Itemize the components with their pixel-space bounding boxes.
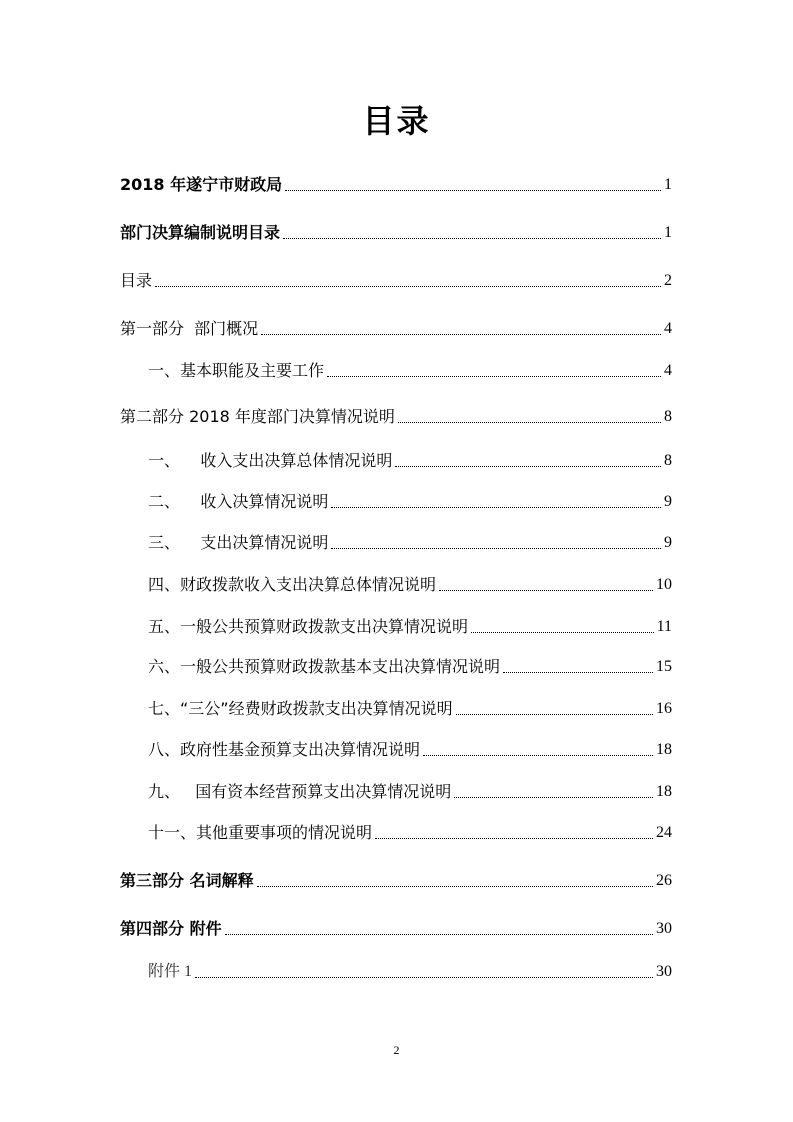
dot-leader [155,286,661,287]
toc-entry[interactable] [120,270,672,292]
dot-leader [375,838,653,839]
dot-leader [257,886,653,887]
toc-entry-label: 第一部分 部门概况 [120,319,259,338]
toc-entry[interactable] [148,739,672,761]
dot-leader [395,466,661,467]
toc-entry[interactable] [148,781,672,803]
toc-entry[interactable] [120,222,672,244]
toc-entry-page: 1 [664,176,672,193]
toc-entry[interactable] [148,822,672,844]
toc-entry-label: 一、基本职能及主要工作 [148,361,325,380]
dot-leader [331,548,661,549]
toc-entry-page: 16 [656,700,672,717]
dot-leader [423,755,653,756]
toc-entry-label: 第三部分 名词解释 [120,871,254,890]
page-number: 2 [393,1043,400,1057]
toc-entry-page: 8 [664,452,672,469]
toc-entry-page: 18 [656,783,672,800]
dot-leader [456,714,653,715]
toc-entry-label: 二、 收入决算情况说明 [148,492,329,511]
toc-entry[interactable] [148,656,672,678]
toc-entry[interactable] [120,918,672,940]
toc-entry-page: 15 [656,658,672,675]
toc-entry[interactable] [148,574,672,596]
dot-leader [398,422,661,423]
toc-entry-label: 附件 1 [148,963,193,980]
toc-entry-label: 第二部分 2018 年度部门决算情况说明 [120,407,395,426]
toc-entry-page: 30 [656,920,672,937]
dot-leader [225,934,653,935]
toc-entry[interactable] [148,450,672,472]
toc-entry-label: 六、一般公共预算财政拨款基本支出决算情况说明 [148,657,501,676]
dot-leader [261,334,661,335]
toc-entry-label: 2018 年遂宁市财政局 [120,175,283,194]
toc-entry-label: 七、“三公”经费财政拨款支出决算情况说明 [148,699,453,718]
toc-entry-page: 24 [656,824,672,841]
toc-entry-page: 30 [656,963,672,980]
dot-leader [195,977,653,978]
toc-entry-label: 八、政府性基金预算支出决算情况说明 [148,740,421,759]
toc-entry-label: 四、财政拨款收入支出决算总体情况说明 [148,575,437,594]
toc-entry-label: 第四部分 附件 [120,919,222,938]
dot-leader [331,507,661,508]
toc-entry-page: 4 [664,362,672,379]
toc-entry[interactable] [148,616,672,638]
toc-entry-page: 9 [664,534,672,551]
toc-entry-page: 4 [664,320,672,337]
toc-entry[interactable] [148,532,672,554]
toc-entry-page: 9 [664,493,672,510]
dot-leader [503,672,653,673]
dot-leader [471,632,654,633]
toc-entry-label: 三、 支出决算情况说明 [148,533,329,552]
toc-entry[interactable] [148,360,672,382]
toc-entry-label: 五、一般公共预算财政拨款支出决算情况说明 [148,617,469,636]
toc-entry-label: 九、 国有资本经营预算支出决算情况说明 [148,782,452,801]
toc-entry[interactable] [148,698,672,720]
dot-leader [283,238,661,239]
dot-leader [439,590,653,591]
toc-entry-page: 26 [656,872,672,889]
toc-entry-label: 一、 收入支出决算总体情况说明 [148,451,393,470]
toc-entry[interactable] [120,318,672,340]
toc-entry-page: 11 [656,618,672,635]
toc-entry[interactable] [148,491,672,513]
toc-entry-page: 1 [664,224,672,241]
toc-entry-page: 18 [656,741,672,758]
toc-entry-page: 2 [664,272,672,289]
toc-entry-page: 8 [664,408,672,425]
toc-entry-label: 部门决算编制说明目录 [120,223,281,242]
toc-entry[interactable] [120,870,672,892]
toc-entry[interactable] [120,174,672,196]
dot-leader [327,376,661,377]
page-title: 目录 [362,102,431,140]
dot-leader [454,797,653,798]
dot-leader [285,190,661,191]
toc-entry[interactable] [148,961,672,983]
toc-entry-label: 目录 [120,271,153,290]
toc-entry-page: 10 [656,576,672,593]
toc-entry-label: 十一、其他重要事项的情况说明 [148,823,373,842]
toc-entry[interactable] [120,406,672,428]
